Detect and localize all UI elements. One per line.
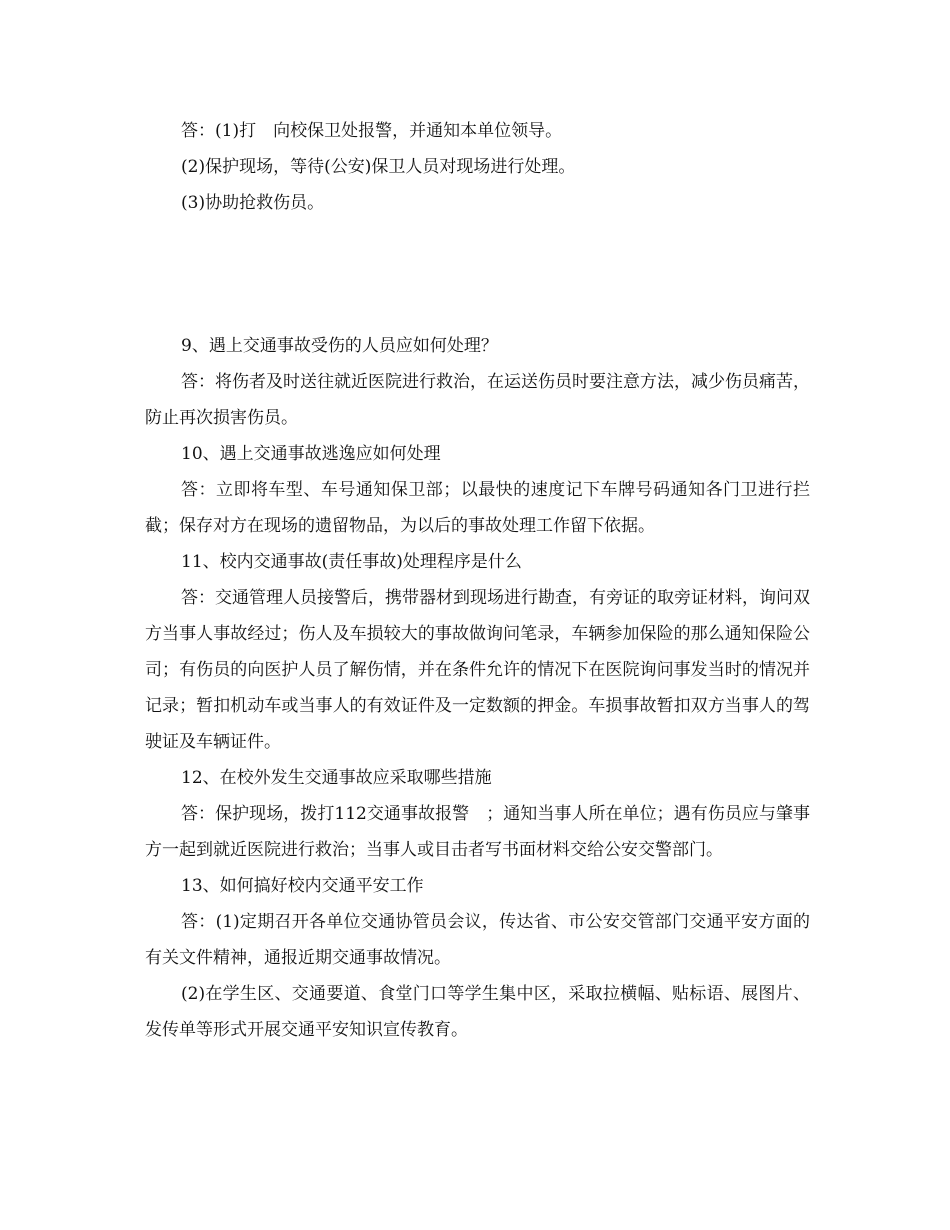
paragraph: 答：(1)打 向校保卫处报警，并通知本单位领导。 [181, 121, 563, 141]
question-11: 11、校内交通事故(责任事故)处理程序是什么 [181, 552, 522, 572]
question-13: 13、如何搞好校内交通平安工作 [181, 876, 424, 896]
answer-13-part-1: 答：(1)定期召开各单位交通协管员会议，传达省、市公安交管部门交通平安方面的有关文件精神，通报近期交通事故情况。 [145, 912, 810, 968]
question-12: 12、在校外发生交通事故应采取哪些措施 [181, 768, 492, 788]
answer-block-top [145, 113, 810, 221]
answer-11: 答：交通管理人员接警后，携带器材到现场进行勘查，有旁证的取旁证材料，询问双方当事人事故经过；伤人及车损较大的事故做询问笔录，车辆参加保险的那么通知保险公司；有伤员的向医护人员了解伤情，并在条件允许的情况下在医院询问事发当时的情况并记录；暂扣机动车或当事人的有效证件及一定数额的押金。车损事故暂扣双方当事人的驾驶证及车辆证件。 [145, 588, 810, 752]
answer-13-part-2: (2)在学生区、交通要道、食堂门口等学生集中区，采取拉横幅、贴标语、展图片、发传单等形式开展交通平安知识宣传教育。 [145, 984, 810, 1040]
qa-block-main [145, 328, 810, 1048]
paragraph: (2)保护现场，等待(公安)保卫人员对现场进行处理。 [181, 157, 576, 177]
answer-9: 答：将伤者及时送往就近医院进行救治，在运送伤员时要注意方法，减少伤员痛苦，防止再次损害伤员。 [145, 372, 810, 428]
question-9: 9、遇上交通事故受伤的人员应如何处理？ [181, 336, 498, 356]
answer-12: 答：保护现场，拨打112交通事故报警 ；通知当事人所在单位；遇有伤员应与肇事方一起到就近医院进行救治；当事人或目击者写书面材料交给公安交警部门。 [145, 804, 810, 860]
paragraph: (3)协助抢救伤员。 [181, 193, 325, 213]
question-10: 10、遇上交通事故逃逸应如何处理 [181, 444, 441, 464]
answer-10: 答：立即将车型、车号通知保卫部；以最快的速度记下车牌号码通知各门卫进行拦截；保存对方在现场的遗留物品，为以后的事故处理工作留下依据。 [145, 480, 810, 536]
